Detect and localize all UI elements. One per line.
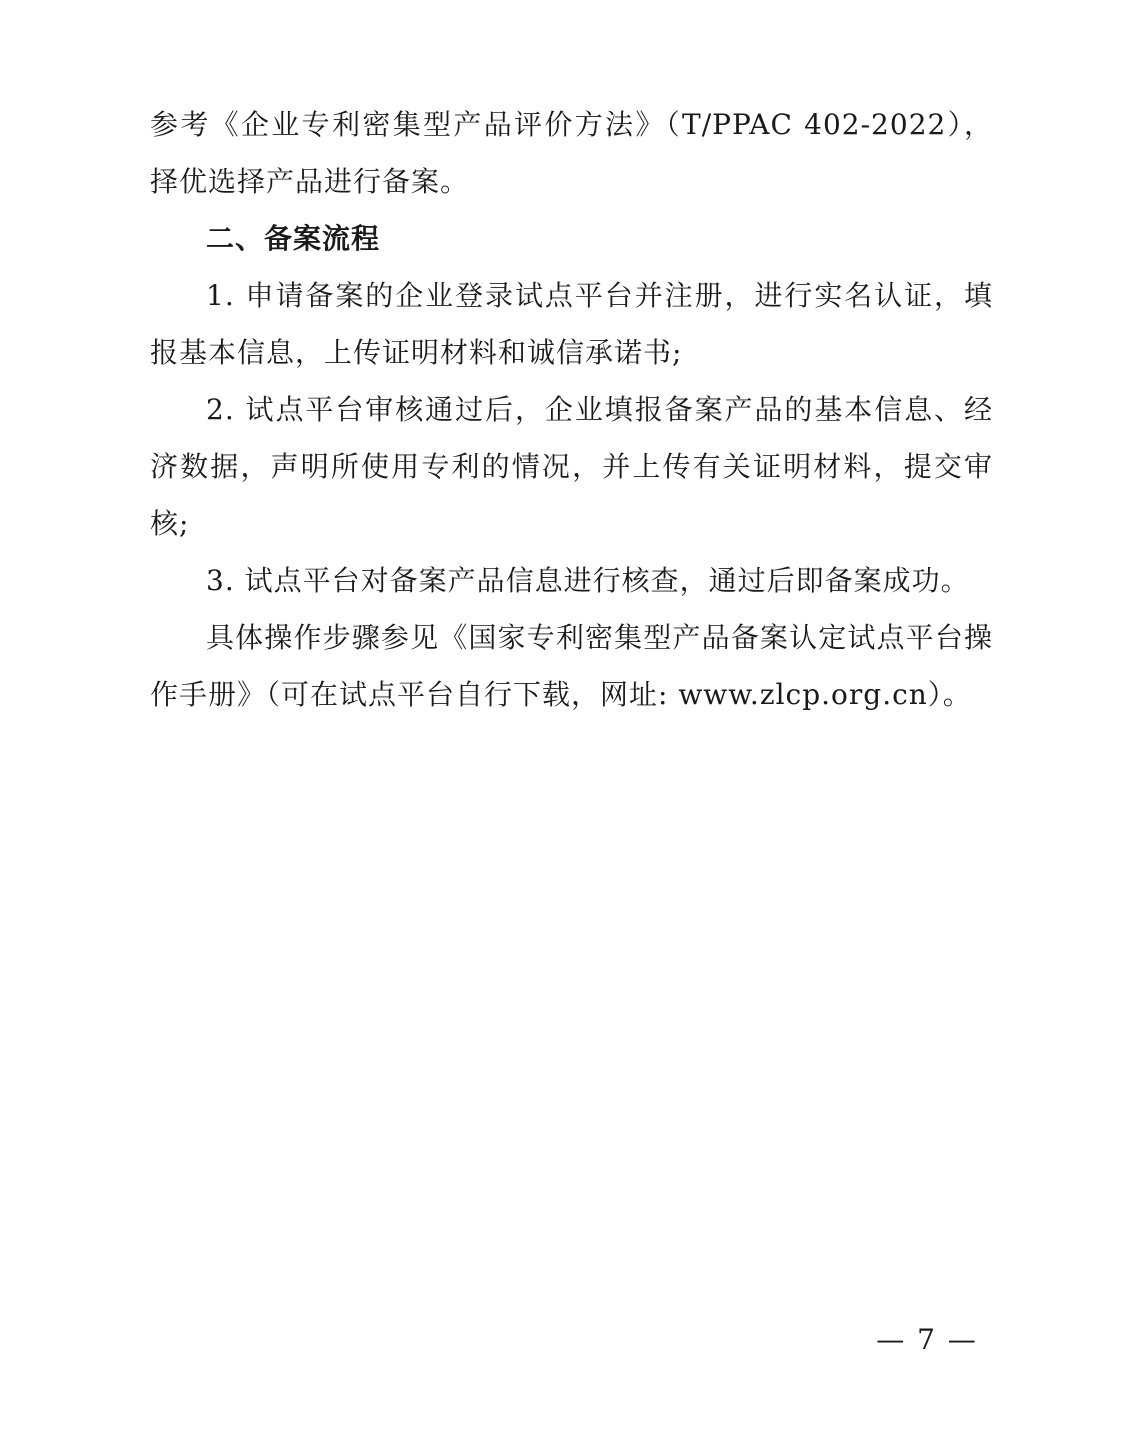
step-1-paragraph: 1. 申请备案的企业登录试点平台并注册，进行实名认证，填报基本信息，上传证明材料和诚信承诺书; bbox=[150, 279, 993, 369]
step-2-paragraph: 2. 试点平台审核通过后，企业填报备案产品的基本信息、经济数据，声明所使用专利的情况，并上传有关证明材料，提交审核; bbox=[150, 393, 993, 540]
document-body bbox=[150, 96, 993, 723]
section-heading: 二、备案流程 bbox=[206, 222, 381, 255]
reference-paragraph: 具体操作步骤参见《国家专利密集型产品备案认定试点平台操作手册》（可在试点平台自行下载，网址: www.zlcp.org.cn）。 bbox=[150, 621, 993, 711]
step-3-paragraph: 3. 试点平台对备案产品信息进行核查，通过后即备案成功。 bbox=[206, 564, 970, 597]
paragraph-continued: 参考《企业专利密集型产品评价方法》（T/PPAC 402-2022），择优选择产品进行备案。 bbox=[150, 108, 993, 198]
page-number: — 7 — bbox=[876, 1323, 978, 1356]
